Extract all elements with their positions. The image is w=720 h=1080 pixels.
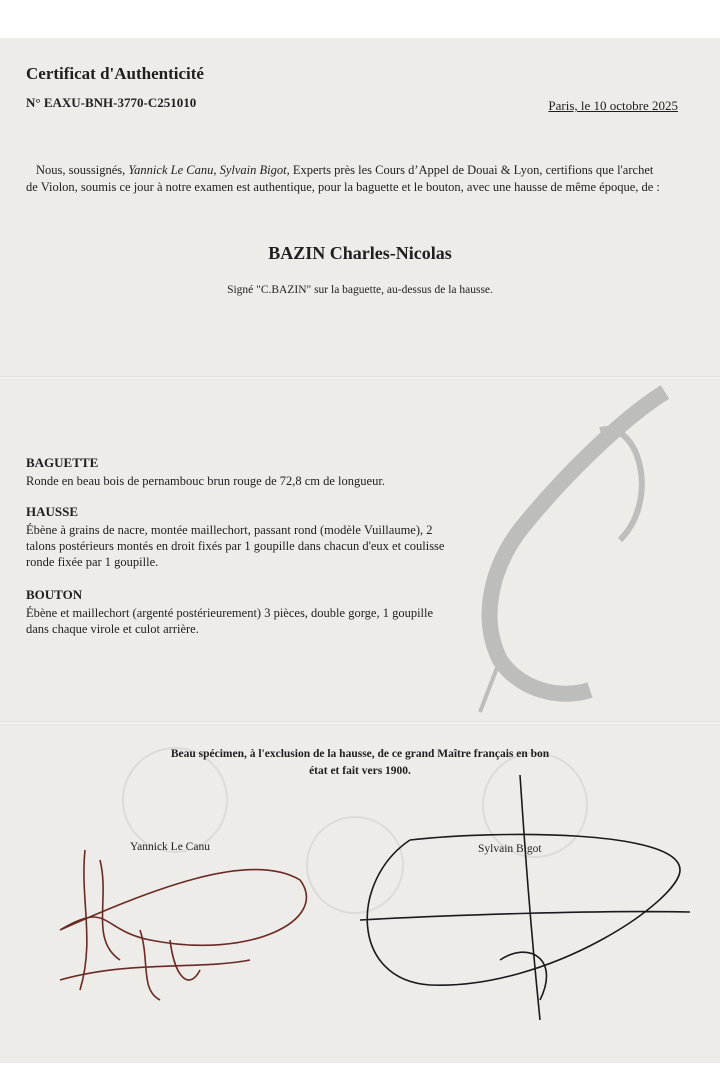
certificate-title: Certificat d'Authenticité [26,64,204,83]
section-heading: HAUSSE [26,504,79,519]
intro-paragraph [26,162,666,196]
signature-note: Signé "C.BAZIN" sur la baguette, au-dessus de la hausse. [227,284,493,296]
signature-right [360,775,690,1020]
section-text: Ébène et maillechort (argenté postérieurement) 3 pièces, double gorge, 1 goupille dans chaque virole et culot arrière. [26,606,434,636]
section-baguette [26,455,446,489]
intro-text: , Experts près les Cours d’Appel de Douai & Lyon, certifions que l'archet de Violon, soumis ce jour à notre examen est authentique, pour la baguette et le bouton, avec une hausse de même époque, de : [26,163,660,194]
intro-text: Nous, soussignés, [36,163,129,177]
certificate-date: Paris, le 10 octobre 2025 [548,98,678,113]
signature-left [60,850,306,1000]
section-text: Ronde en beau bois de pernambouc brun rouge de 72,8 cm de longueur. [26,474,385,488]
section-heading: BOUTON [26,587,83,602]
conclusion-note: Beau spécimen, à l'exclusion de la hausse, de ce grand Maître français en bon état et fait vers 1900. [170,748,550,777]
maker-name: BAZIN Charles-Nicolas [268,243,452,263]
quill-logo-watermark [480,392,665,712]
section-hausse [26,504,446,570]
section-bouton [26,587,446,637]
certificate-number: N° EAXU-BNH-3770-C251010 [26,95,197,110]
section-text: Ébène à grains de nacre, montée maillechort, passant rond (modèle Vuillaume), 2 talons postérieurs montés en droit fixés par 1 goupille dans chacun d'eux et coulisse ronde fixée par 1 goupille. [26,523,445,569]
signatory-right: Sylvain Bigot [478,843,542,855]
signatory-left: Yannick Le Canu [130,841,210,853]
expert-names: Yannick Le Canu, Sylvain Bigot [128,163,287,177]
section-heading: BAGUETTE [26,455,99,470]
